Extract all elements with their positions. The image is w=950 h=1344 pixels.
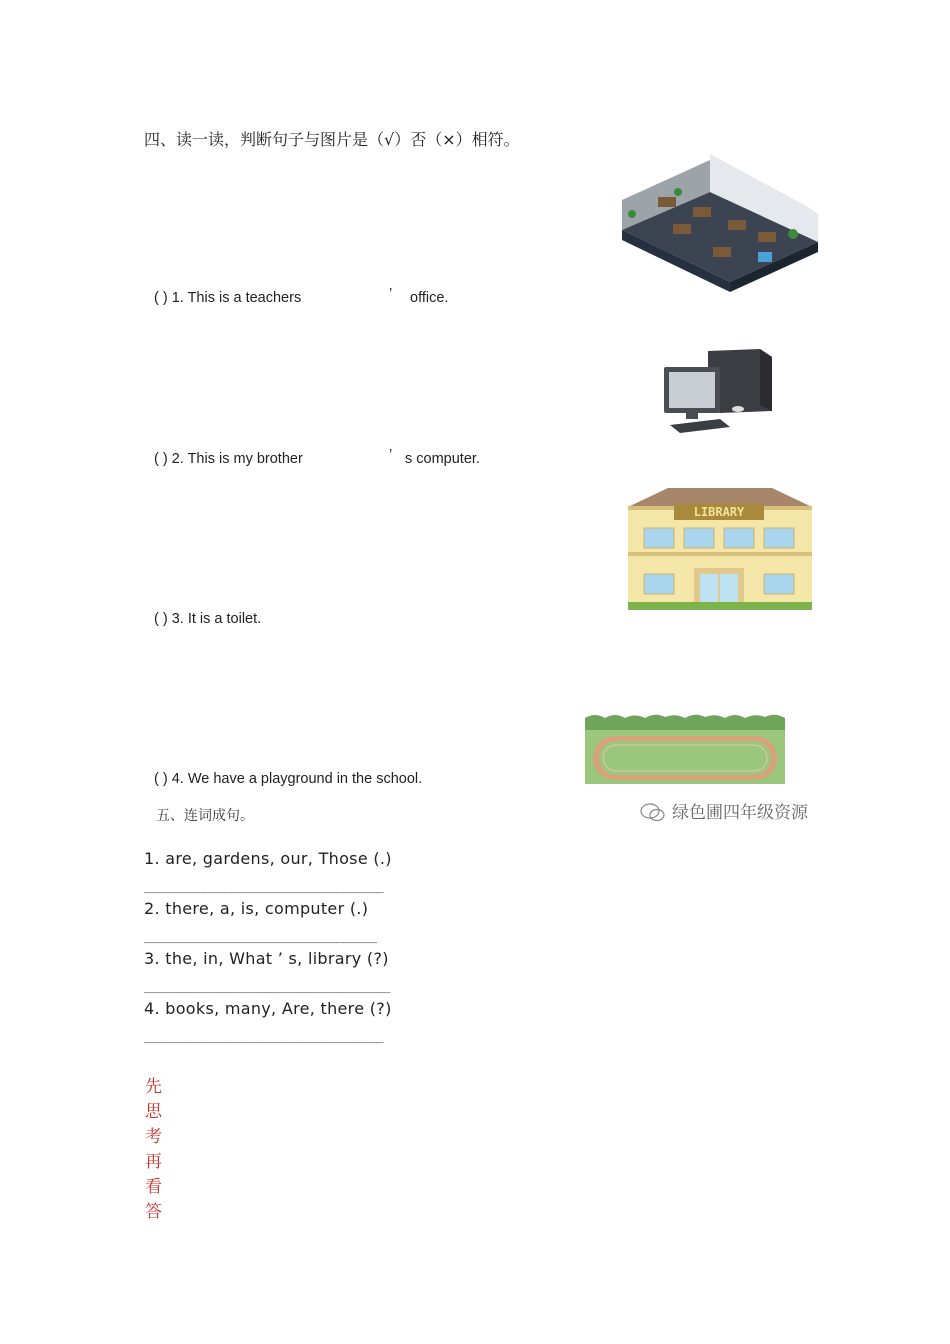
judge-item-1-text: ( ) 1. This is a teachers [154, 290, 302, 306]
apostrophe: ’ [389, 447, 393, 463]
vertical-note-char: 答 [145, 1202, 162, 1222]
section-4-title: 四、读一读，判断句子与图片是（√）否（×）相符。 [144, 130, 520, 149]
playground-track-illustration [585, 710, 785, 784]
section-5-title: 五、连词成句。 [156, 808, 254, 824]
answer-line-2: ___________________________________ [144, 929, 376, 944]
sentence-item-2: 2. there, a, is, computer (.) [144, 899, 369, 918]
answer-line-3: _____________________________________ [144, 979, 390, 994]
library-building-illustration [624, 484, 816, 616]
judge-item-2-tail: s computer. [405, 451, 480, 467]
vertical-note-char: 看 [145, 1177, 162, 1197]
vertical-note-char: 考 [145, 1127, 162, 1147]
vertical-note-char: 再 [145, 1152, 162, 1172]
library-sign: LIBRARY [693, 505, 745, 519]
wechat-icon [640, 803, 666, 823]
computer-illustration [660, 345, 780, 437]
judge-item-4: ( ) 4. We have a playground in the school. [154, 771, 423, 787]
answer-line-4: ____________________________________ [144, 1029, 383, 1044]
watermark-text: 绿色圃四年级资源 [672, 803, 808, 823]
sentence-item-1: 1. are, gardens, our, Those (.) [144, 849, 392, 868]
judge-item-2: ( ) 2. This is my brother [154, 451, 303, 467]
vertical-note-char: 思 [145, 1102, 162, 1122]
judge-item-1 [154, 290, 301, 306]
sentence-item-3: 3. the, in, What ’ s, library (?) [144, 949, 389, 968]
answer-line-1: ____________________________________ [144, 879, 383, 894]
apostrophe: ’ [389, 286, 393, 302]
judge-item-1-tail: office. [410, 290, 449, 306]
judge-item-3: ( ) 3. It is a toilet. [154, 611, 262, 627]
sentence-item-4: 4. books, many, Are, there (?) [144, 999, 392, 1018]
office-illustration [618, 152, 823, 307]
vertical-note-char: 先 [145, 1077, 162, 1097]
watermark [640, 798, 808, 823]
